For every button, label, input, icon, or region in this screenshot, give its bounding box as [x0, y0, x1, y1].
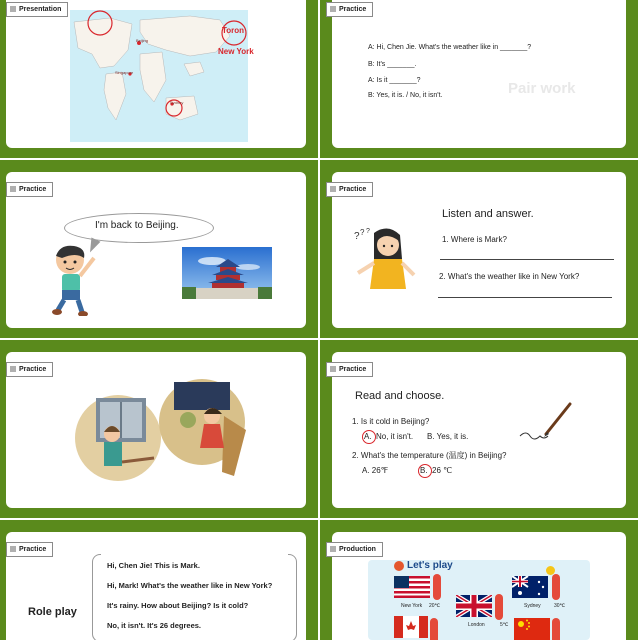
- slide-role-play[interactable]: [0, 520, 318, 640]
- slide-phone-call[interactable]: [0, 340, 318, 518]
- pen-icon: [518, 400, 578, 444]
- lets-play-title: Let's play: [407, 560, 453, 571]
- read-choose-title: Read and choose.: [355, 390, 445, 402]
- slide-tag: Practice: [326, 2, 373, 17]
- dialogue-line-3: A: Is it _______?: [368, 77, 421, 84]
- left-brace: [92, 554, 101, 640]
- slide-tag: Production: [326, 542, 383, 557]
- role-line-1: Hi, Chen Jie! This is Mark.: [107, 561, 200, 570]
- rc-question-2: 2. What's the temperature (温度) in Beijing?: [352, 451, 507, 460]
- slide-tag: Practice: [6, 182, 53, 197]
- rc-option-1a-letter: A.: [364, 432, 372, 441]
- dialogue-line-1: A: Hi, Chen Jie. What's the weather like in _______?: [368, 44, 532, 51]
- phone-call-illustration: [74, 376, 250, 482]
- answer-line-1: [440, 259, 614, 260]
- city-temp-new-york: 20℃: [429, 603, 441, 609]
- svg-text:?: ?: [354, 231, 360, 242]
- china-flag-icon: [514, 618, 550, 640]
- slide-tag: Practice: [6, 362, 53, 377]
- city-name-new-york: New York: [401, 603, 423, 609]
- slide-listen-and-answer[interactable]: [320, 160, 638, 338]
- thermometer-icon: [495, 594, 503, 620]
- dialogue-line-2: B: It's _______.: [368, 61, 417, 68]
- rc-option-2a[interactable]: A. 26℉: [362, 466, 389, 475]
- dialogue-line-4: B: Yes, it is. / No, it isn't.: [368, 92, 443, 99]
- answer-line-2: [438, 297, 612, 298]
- rc-option-1a-text: No, it isn't.: [376, 432, 414, 441]
- slide-tag: Practice: [326, 182, 373, 197]
- thermometer-icon: [430, 618, 438, 640]
- girl-thinking-illustration: [352, 225, 416, 297]
- temple-of-heaven-photo: [182, 247, 272, 299]
- role-play-label: Role play: [28, 606, 77, 618]
- city-temp-london: 5℃: [500, 622, 509, 628]
- question-2: 2. What's the weather like in New York?: [439, 272, 580, 281]
- city-name-sydney: Sydney: [524, 603, 541, 609]
- map-label-beijing: Beijing: [136, 38, 149, 43]
- usa-flag-icon: [394, 576, 430, 598]
- thermometer-icon: [552, 574, 560, 600]
- boy-illustration: [48, 244, 100, 316]
- slide-back-to-beijing[interactable]: [0, 160, 318, 338]
- uk-flag-icon: [456, 595, 492, 617]
- slide-lets-play[interactable]: [320, 520, 638, 640]
- canada-flag-icon: [394, 616, 428, 638]
- ball-icon: [394, 561, 404, 571]
- thermometer-icon: [552, 618, 560, 640]
- slide-presentation-map[interactable]: [0, 0, 318, 158]
- slide-pair-work[interactable]: [320, 0, 638, 158]
- map-label-singapore: Singapore: [115, 70, 134, 75]
- slide-read-and-choose[interactable]: [320, 340, 638, 518]
- map-label-sydney: Sydney: [170, 100, 184, 105]
- map-label-new-york: New York: [218, 47, 254, 56]
- sun-icon: [546, 566, 555, 575]
- right-brace: [288, 554, 297, 640]
- listen-title: Listen and answer.: [442, 208, 534, 220]
- svg-text:?: ?: [360, 228, 365, 237]
- rc-option-1b[interactable]: B. Yes, it is.: [427, 432, 469, 441]
- thermometer-icon: [433, 574, 441, 600]
- city-name-london: London: [468, 622, 485, 628]
- speech-bubble-text: I'm back to Beijing.: [95, 220, 179, 231]
- question-1: 1. Where is Mark?: [442, 235, 507, 244]
- city-temp-sydney: 30℃: [554, 603, 566, 609]
- map-label-toronto: Toron: [222, 26, 245, 35]
- rc-option-2b-text: 26 ℃: [432, 466, 453, 475]
- slide-tag: Presentation: [6, 2, 68, 17]
- rc-option-2b-letter: B.: [420, 466, 428, 475]
- australia-flag-icon: [512, 576, 548, 598]
- rc-question-1: 1. Is it cold in Beijing?: [352, 417, 430, 426]
- role-line-2: Hi, Mark! What's the weather like in New York?: [107, 581, 273, 590]
- role-line-4: No, it isn't. It's 26 degrees.: [107, 621, 202, 630]
- pair-work-watermark: Pair work: [508, 80, 576, 97]
- svg-text:?: ?: [366, 228, 370, 235]
- slide-tag: Practice: [6, 542, 53, 557]
- role-line-3: It's rainy. How about Beijing? Is it cold?: [107, 601, 249, 610]
- slide-tag: Practice: [326, 362, 373, 377]
